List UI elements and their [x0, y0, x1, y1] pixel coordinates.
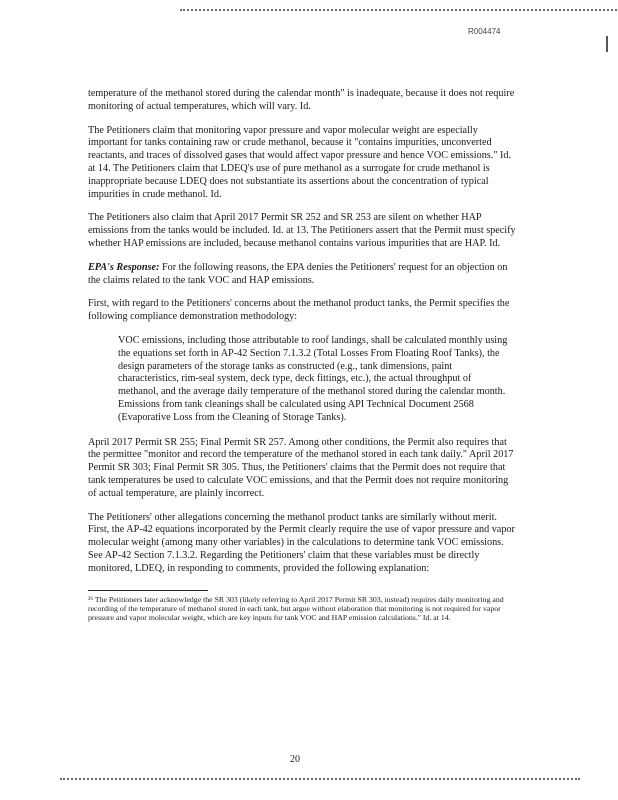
paragraph-3: The Petitioners also claim that April 2017 Permit SR 252 and SR 253 are silent on whether HAP emissions from the tanks would be included. Id. at 13. The Petitioners assert that the Permit must specify whether HAP emissions are included, because methanol contains various impurities that are HAP. Id. — [88, 212, 516, 249]
paragraph-1: temperature of the methanol stored during the calendar month" is inadequate, because it does not require monitoring of actual temperatures, which will vary. Id. — [88, 88, 515, 112]
epa-response-text: For the following reasons, the EPA denies the Petitioners' request for an objection on the claims related to the tank VOC and HAP emissions. — [88, 261, 508, 286]
paragraph-5: First, with regard to the Petitioners' concerns about the methanol product tanks, the Permit specifies the following compliance demonstration methodology: — [88, 298, 510, 323]
paragraph-7: The Petitioners' other allegations concerning the methanol product tanks are similarly without merit. First, the AP-42 equations incorporated by the Permit clearly require the use of vapor pressure and vapor molecular weight (among many other variables) in the calculations to determine tank VOC emissions. See AP-42 Section 7.1.3.2. Regarding the Petitioners' claim that these variables must be directly monitored, LDEQ, in responding to comments, provided the following explanation: — [88, 511, 515, 574]
footnote-separator — [88, 590, 208, 591]
page-number: 20 — [290, 754, 300, 765]
paragraph-4 — [88, 262, 518, 288]
footnote: ²⁶ The Petitioners later acknowledge the SR 303 (likely referring to April 2017 Permit SR 303, instead) requires daily monitoring and recording of the temperature of methanol stored in each tank, but argue without elaboration that monitoring is not required for vapor pressure and vapor molecular weight, which are key inputs for tank VOC and HAP emission calculations." Id. at 14. — [88, 594, 504, 622]
scan-edge-bottom — [60, 778, 580, 780]
block-quote: VOC emissions, including those attributable to roof landings, shall be calculated monthly using the equations set forth in AP-42 Section 7.1.3.2 (Total Losses From Floating Roof Tanks), the design parameters of the storage tanks as constructed (e.g., tank dimensions, paint characteristics, rim-seal system, deck type, deck fittings, etc.), the actual throughput of methanol, and the average daily temperature of the methanol stored during the calendar month. Emissions from tank cleanings shall be calculated using API Technical Document 2568 (Evaporative Loss from the Cleaning of Storage Tanks). — [118, 334, 508, 423]
epa-response-label: EPA's Response: — [88, 261, 160, 273]
scan-mark-right — [606, 36, 608, 52]
paragraph-6: April 2017 Permit SR 255; Final Permit SR 257. Among other conditions, the Permit also requires that the permittee "monitor and record the temperature of the methanol stored in each tank daily." April 2017 Permit SR 303; Final Permit SR 305. Thus, the Petitioners' claims that the Permit does not require that tank temperatures be used to calculate VOC emissions, and that the Permit does not require monitoring of actual temperature, are plainly incorrect. — [88, 436, 514, 499]
scan-edge-top — [180, 9, 618, 11]
body-text — [88, 88, 518, 622]
paragraph-2: The Petitioners claim that monitoring vapor pressure and vapor molecular weight are especially important for tanks containing raw or crude methanol, because it "contains impurities, unconverted reactants, and traces of dissolved gases that would affect vapor pressure and hence VOC emissions." Id. at 14. The Petitioners claim that LDEQ's use of pure methanol as a surrogate for crude methanol is inappropriate because LDEQ does not substantiate its assertions about the concentration of typical impurities in crude methanol. Id. — [88, 124, 512, 200]
bates-number: R004474 — [468, 27, 501, 36]
